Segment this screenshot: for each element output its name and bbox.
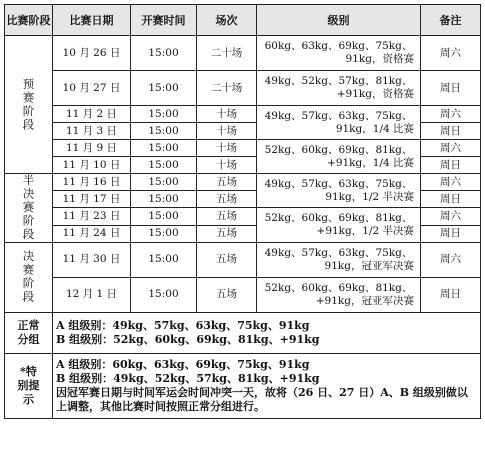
date-cell: 11 月 3 日	[53, 123, 131, 140]
special-note-cell	[53, 353, 481, 418]
table-row	[5, 71, 481, 106]
normal-group-cell	[53, 312, 481, 353]
level-cell	[257, 174, 421, 208]
level-line: 49kg、57kg、63kg、75kg、	[264, 177, 413, 190]
time-cell: 15:00	[131, 191, 197, 208]
level-cell	[257, 277, 421, 312]
table-row	[5, 277, 481, 312]
header-note: 备注	[421, 5, 481, 36]
special-note-label-text: *特别提示	[17, 364, 40, 406]
stage-final-label: 决赛阶段	[21, 250, 36, 304]
note-cell: 周六	[421, 36, 481, 71]
rounds-cell: 五场	[197, 225, 257, 242]
header-date: 比赛日期	[53, 5, 131, 36]
schedule-sheet	[4, 4, 480, 419]
rounds-cell: 十场	[197, 157, 257, 174]
level-line: +91kg，资格赛	[336, 88, 414, 100]
header-row	[5, 5, 481, 36]
level-line: +91kg，1/4 比赛	[327, 156, 414, 169]
table-row	[5, 106, 481, 123]
special-note-text: 因冠军赛日期与时间军运会时间冲突一天，故将（26 日、27 日）A、B 组级别做以上调整，其他比赛时间按照正常分组进行。	[56, 385, 468, 413]
rounds-cell: 五场	[197, 191, 257, 208]
level-line: 52kg、60kg、69kg、81kg、	[264, 281, 413, 294]
note-cell: 周六	[421, 106, 481, 123]
time-cell: 15:00	[131, 123, 197, 140]
level-line: 91kg，冠亚军决赛	[324, 259, 414, 272]
date-cell: 11 月 30 日	[53, 242, 131, 277]
normal-group-b: B 组级别：52kg、60kg、69kg、81kg、+91kg	[56, 332, 320, 346]
table-row	[5, 174, 481, 191]
level-line: 60kg、63kg、69kg、75kg、	[264, 40, 413, 52]
table-row	[5, 36, 481, 71]
level-cell	[257, 208, 421, 243]
level-line: 91kg，1/4 比赛	[335, 122, 414, 135]
schedule-table	[4, 4, 481, 419]
normal-group-label	[5, 312, 53, 353]
note-cell: 周六	[421, 174, 481, 191]
normal-group-a: A 组级别：49kg、57kg、63kg、75kg、91kg	[56, 318, 310, 332]
stage-prelim-cell	[5, 36, 53, 174]
note-cell: 周日	[421, 277, 481, 312]
normal-group-row	[5, 312, 481, 353]
time-cell: 15:00	[131, 71, 197, 106]
level-line: 49kg、57kg、63kg、75kg、	[264, 109, 413, 122]
note-cell: 周六	[421, 242, 481, 277]
table-row	[5, 242, 481, 277]
level-line: 91kg，资格赛	[345, 53, 414, 65]
level-line: +91kg，冠亚军决赛	[315, 294, 414, 307]
time-cell: 15:00	[131, 174, 197, 191]
date-cell: 11 月 10 日	[53, 157, 131, 174]
date-cell: 11 月 24 日	[53, 225, 131, 242]
level-line: 49kg、52kg、57kg、81kg、	[264, 75, 413, 87]
rounds-cell: 二十场	[197, 36, 257, 71]
date-cell: 11 月 2 日	[53, 106, 131, 123]
date-cell: 11 月 23 日	[53, 208, 131, 226]
level-line: 49kg、57kg、63kg、75kg、	[264, 246, 413, 259]
level-line: 52kg、60kg、69kg、81kg、	[264, 211, 413, 224]
date-cell: 10 月 26 日	[53, 36, 131, 71]
note-cell: 周日	[421, 191, 481, 208]
rounds-cell: 五场	[197, 242, 257, 277]
rounds-cell: 十场	[197, 123, 257, 140]
level-line: +91kg，1/2 半决赛	[316, 224, 414, 237]
header-rounds: 场次	[197, 5, 257, 36]
time-cell: 15:00	[131, 225, 197, 242]
rounds-cell: 十场	[197, 140, 257, 157]
level-line: 52kg、60kg、69kg、81kg、	[264, 143, 413, 156]
special-note-label	[5, 353, 53, 418]
stage-semi-cell	[5, 174, 53, 243]
note-cell: 周日	[421, 225, 481, 242]
stage-prelim-label: 预赛阶段	[21, 77, 36, 132]
level-cell	[257, 36, 421, 71]
date-cell: 12 月 1 日	[53, 277, 131, 312]
header-level: 级别	[257, 5, 421, 36]
level-line: 91kg，1/2 半决赛	[325, 190, 414, 203]
time-cell: 15:00	[131, 242, 197, 277]
stage-final-cell	[5, 242, 53, 312]
stage-semi-label: 半决赛阶段	[21, 174, 36, 242]
level-cell	[257, 106, 421, 140]
special-group-b: B 组级别：49kg、52kg、57kg、81kg、+91kg	[56, 371, 320, 385]
header-stage: 比赛阶段	[5, 5, 53, 36]
time-cell: 15:00	[131, 140, 197, 157]
table-row	[5, 140, 481, 157]
note-cell: 周日	[421, 157, 481, 174]
normal-group-label-text: 正常分组	[17, 318, 40, 346]
level-cell	[257, 242, 421, 277]
rounds-cell: 二十场	[197, 71, 257, 106]
note-cell: 周日	[421, 71, 481, 106]
date-cell: 11 月 9 日	[53, 140, 131, 157]
time-cell: 15:00	[131, 36, 197, 71]
level-cell	[257, 71, 421, 106]
rounds-cell: 五场	[197, 208, 257, 226]
rounds-cell: 五场	[197, 277, 257, 312]
date-cell: 10 月 27 日	[53, 71, 131, 106]
note-cell: 周六	[421, 208, 481, 226]
note-cell: 周六	[421, 140, 481, 157]
rounds-cell: 五场	[197, 174, 257, 191]
time-cell: 15:00	[131, 277, 197, 312]
level-cell	[257, 140, 421, 174]
date-cell: 11 月 17 日	[53, 191, 131, 208]
time-cell: 15:00	[131, 157, 197, 174]
special-note-row	[5, 353, 481, 418]
time-cell: 15:00	[131, 208, 197, 226]
header-time: 开赛时间	[131, 5, 197, 36]
table-row	[5, 208, 481, 226]
time-cell: 15:00	[131, 106, 197, 123]
rounds-cell: 十场	[197, 106, 257, 123]
note-cell: 周日	[421, 123, 481, 140]
special-group-a: A 组级别：60kg、63kg、69kg、75kg、91kg	[56, 357, 310, 371]
date-cell: 11 月 16 日	[53, 174, 131, 191]
